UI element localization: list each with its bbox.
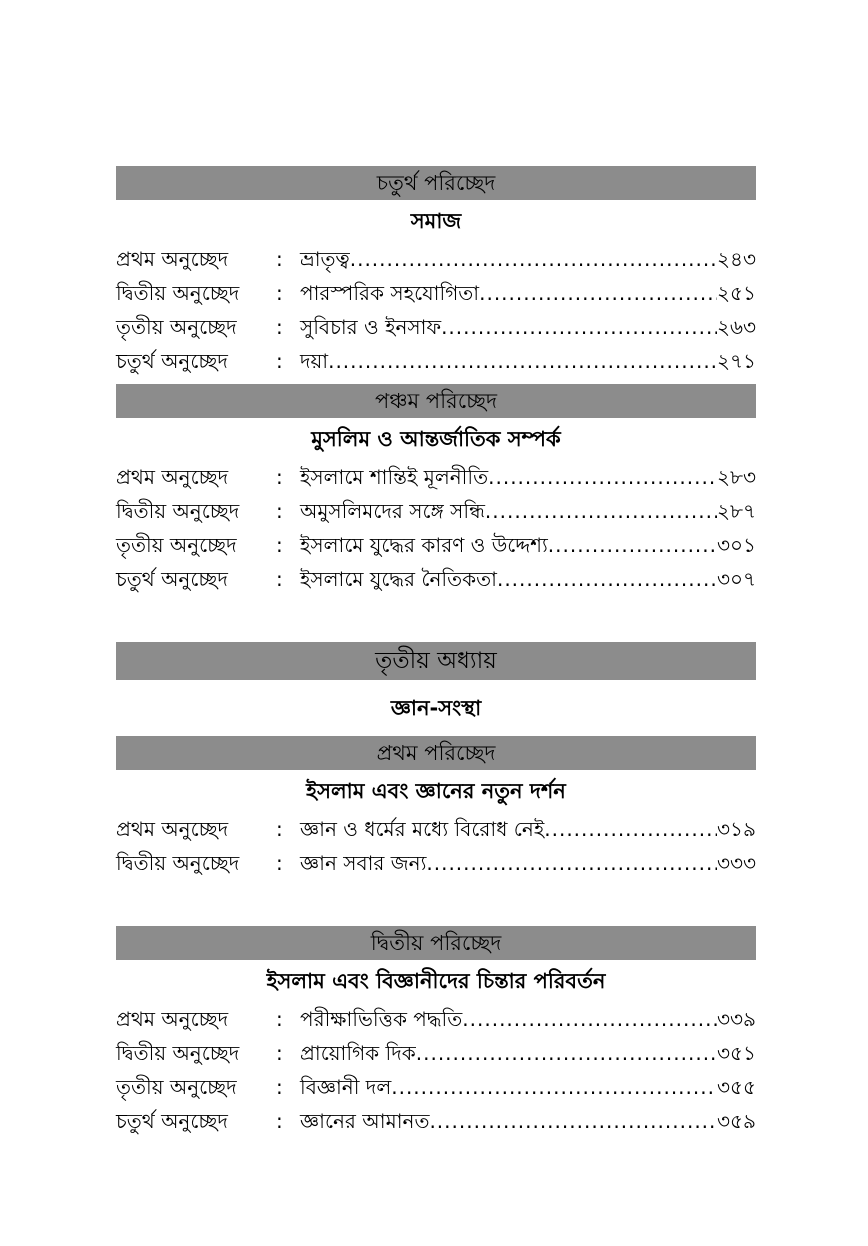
entry-title: পারস্পরিক সহযোগিতা: [300, 281, 480, 305]
chapter-heading-bar: পঞ্চম পরিচ্ছেদ: [116, 384, 756, 418]
entry-title: ইসলামে যুদ্ধের নৈতিকতা: [300, 567, 497, 591]
entry-separator: :: [276, 533, 283, 557]
entry-page-number: ২৫১: [717, 281, 756, 305]
dot-leader: [488, 460, 717, 494]
chapter-heading-bar: চতুর্থ পরিচ্ছেদ: [116, 166, 756, 200]
toc-entry: [116, 242, 756, 276]
entry-list: [116, 1002, 756, 1138]
entry-label: চতুর্থ অনুচ্ছেদ: [116, 1109, 228, 1133]
entry-separator: :: [276, 817, 283, 841]
toc-entry: [116, 494, 756, 528]
dot-leader: [416, 1036, 717, 1070]
entry-label: তৃতীয় অনুচ্ছেদ: [116, 533, 237, 557]
entry-list: [116, 460, 756, 596]
toc-entry: [116, 460, 756, 494]
dot-leader: [350, 242, 717, 276]
entry-page-number: ২৭১: [717, 349, 756, 373]
entry-title: পরীক্ষাভিত্তিক পদ্ধতি: [300, 1007, 463, 1031]
toc-entry: [116, 310, 756, 344]
entry-list: [116, 242, 756, 378]
entry-title: জ্ঞান সবার জন্য: [300, 851, 427, 875]
entry-title: জ্ঞান ও ধর্মের মধ্যে বিরোধ নেই: [300, 817, 545, 841]
entry-separator: :: [276, 567, 283, 591]
toc-entry: [116, 1104, 756, 1138]
toc-entry: [116, 846, 756, 880]
entry-separator: :: [276, 349, 283, 373]
entry-page-number: ২৮৩: [717, 465, 756, 489]
toc-entry: [116, 528, 756, 562]
dot-leader: [462, 1002, 717, 1036]
entry-separator: :: [276, 1041, 283, 1065]
entry-label: দ্বিতীয় অনুচ্ছেদ: [116, 851, 240, 875]
entry-page-number: ২৮৭: [717, 499, 756, 523]
entry-title: ইসলামে শান্তিই মূলনীতি: [300, 465, 489, 489]
dot-leader: [429, 1104, 717, 1138]
entry-title: ইসলামে যুদ্ধের কারণ ও উদ্দেশ্য: [300, 533, 548, 557]
entry-title: সুবিচার ও ইনসাফ: [300, 315, 442, 339]
dot-leader: [426, 846, 717, 880]
toc-entry: [116, 344, 756, 378]
entry-separator: :: [276, 465, 283, 489]
entry-label: তৃতীয় অনুচ্ছেদ: [116, 315, 237, 339]
part-heading-bar: তৃতীয় অধ্যায়: [116, 642, 756, 680]
entry-label: প্রথম অনুচ্ছেদ: [116, 817, 229, 841]
chapter-heading-bar: প্রথম পরিচ্ছেদ: [116, 736, 756, 770]
entry-separator: :: [276, 315, 283, 339]
entry-title: বিজ্ঞানী দল: [300, 1075, 392, 1099]
entry-separator: :: [276, 1075, 283, 1099]
entry-page-number: ৩০১: [717, 533, 756, 557]
entry-page-number: ৩৫১: [717, 1041, 756, 1065]
entry-label: প্রথম অনুচ্ছেদ: [116, 247, 229, 271]
toc-entry: [116, 1070, 756, 1104]
entry-label: দ্বিতীয় অনুচ্ছেদ: [116, 281, 240, 305]
chapter-heading-bar: দ্বিতীয় পরিচ্ছেদ: [116, 926, 756, 960]
entry-label: তৃতীয় অনুচ্ছেদ: [116, 1075, 237, 1099]
entry-page-number: ২৪৩: [717, 247, 756, 271]
chapter-title: মুসলিম ও আন্তর্জাতিক সম্পর্ক: [311, 427, 561, 451]
toc-entry: [116, 562, 756, 596]
entry-separator: :: [276, 499, 283, 523]
entry-label: প্রথম অনুচ্ছেদ: [116, 465, 229, 489]
entry-separator: :: [276, 1007, 283, 1031]
entry-label: প্রথম অনুচ্ছেদ: [116, 1007, 229, 1031]
entry-separator: :: [276, 851, 283, 875]
entry-page-number: ৩৩৯: [717, 1007, 756, 1031]
part-title: জ্ঞান-সংস্থা: [390, 696, 482, 720]
entry-title: প্রায়োগিক দিক: [300, 1041, 416, 1065]
entry-label: দ্বিতীয় অনুচ্ছেদ: [116, 1041, 240, 1065]
entry-title: দয়া: [300, 349, 329, 373]
entry-list: [116, 812, 756, 880]
entry-label: চতুর্থ অনুচ্ছেদ: [116, 567, 228, 591]
toc-entry: [116, 1002, 756, 1036]
entry-page-number: ৩১৯: [717, 817, 756, 841]
entry-page-number: ৩৫৯: [717, 1109, 756, 1133]
toc-entry: [116, 812, 756, 846]
entry-title: অমুসলিমদের সঙ্গে সন্ধি: [300, 499, 485, 523]
table-of-contents: [116, 166, 756, 1138]
dot-leader: [328, 344, 717, 378]
chapter-title: ইসলাম এবং জ্ঞানের নতুন দর্শন: [306, 779, 566, 803]
entry-separator: :: [276, 1109, 283, 1133]
dot-leader: [497, 562, 717, 596]
chapter-title: সমাজ: [410, 209, 462, 233]
dot-leader: [544, 812, 717, 846]
entry-page-number: ২৬৩: [716, 315, 756, 339]
chapter-title: ইসলাম এবং বিজ্ঞানীদের চিন্তার পরিবর্তন: [266, 969, 606, 993]
entry-label: দ্বিতীয় অনুচ্ছেদ: [116, 499, 240, 523]
entry-separator: :: [276, 247, 283, 271]
entry-title: জ্ঞানের আমানত: [300, 1109, 430, 1133]
toc-entry: [116, 276, 756, 310]
dot-leader: [391, 1070, 717, 1104]
toc-entry: [116, 1036, 756, 1070]
dot-leader: [485, 494, 717, 528]
dot-leader: [441, 310, 717, 344]
dot-leader: [548, 528, 717, 562]
entry-page-number: ৩৫৫: [717, 1075, 756, 1099]
entry-separator: :: [276, 281, 283, 305]
entry-page-number: ৩০৭: [716, 567, 756, 591]
entry-title: ভ্রাতৃত্ব: [300, 247, 350, 271]
dot-leader: [479, 276, 717, 310]
entry-label: চতুর্থ অনুচ্ছেদ: [116, 349, 228, 373]
entry-page-number: ৩৩৩: [716, 851, 756, 875]
